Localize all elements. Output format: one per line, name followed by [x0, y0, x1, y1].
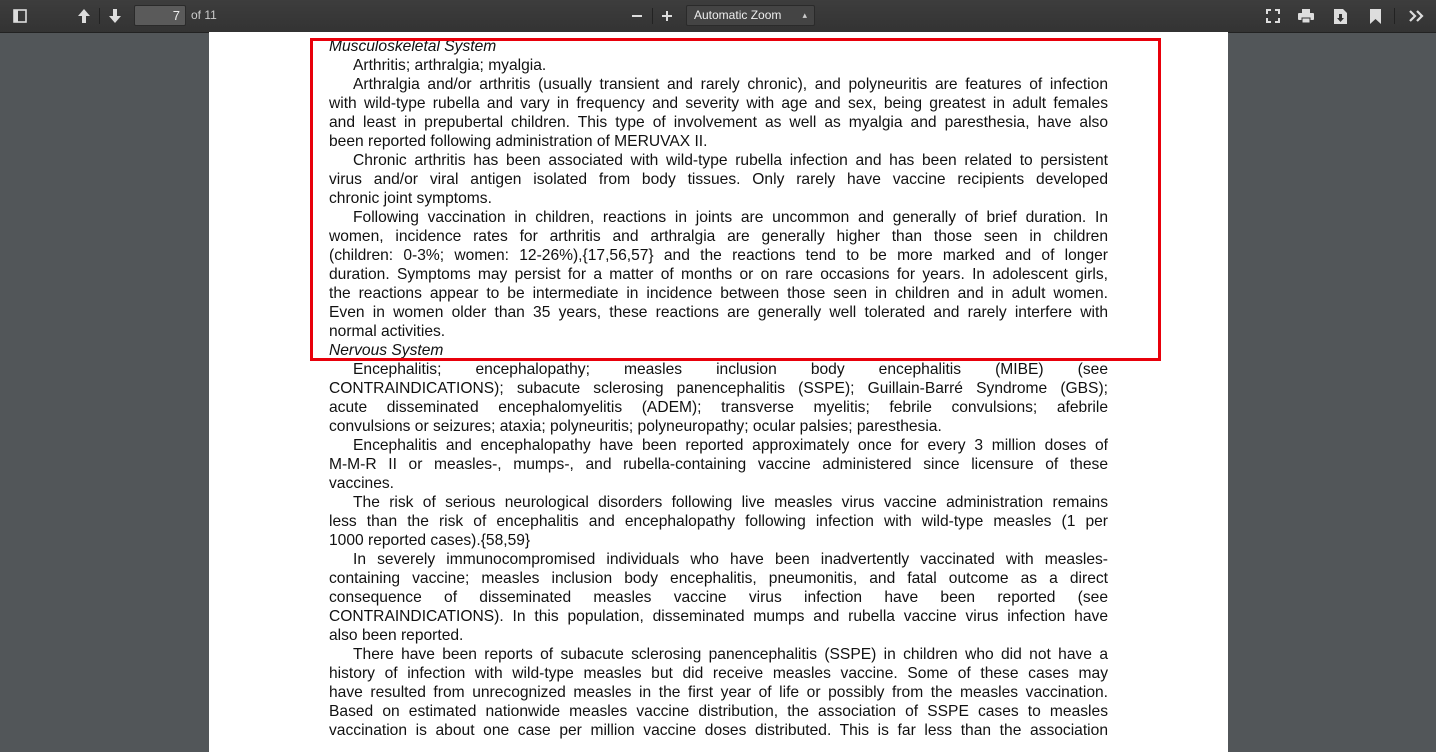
zoom-out-icon — [631, 10, 643, 22]
bookmark-button[interactable] — [1364, 4, 1386, 28]
text-line: Arthritis; arthralgia; myalgia. — [353, 57, 547, 74]
text-line: chronic joint symptoms. — [329, 190, 492, 207]
text-line: with wild-type rubella and vary in frequency and severity with age and sex, being greatest in adult females — [329, 95, 1108, 112]
fullscreen-icon — [1266, 9, 1280, 23]
zoom-in-icon — [661, 10, 673, 22]
text-line: containing vaccine; measles inclusion body encephalitis, pneumonitis, and fatal outcome as a direct — [329, 570, 1108, 587]
text-line: vaccines. — [329, 475, 395, 492]
paragraph — [329, 360, 1108, 436]
print-icon — [1298, 9, 1314, 23]
heading-text: Musculoskeletal System — [329, 38, 497, 55]
next-page-button[interactable] — [104, 4, 126, 28]
bookmark-icon — [1370, 9, 1381, 24]
pdf-toolbar — [0, 0, 1436, 32]
page-number-input[interactable]: 7 — [134, 5, 186, 26]
text-line: and least in prepubertal children. This type of involvement as well as myalgia and paresthesia, have also — [329, 114, 1108, 131]
paragraph — [329, 75, 1108, 151]
section-heading — [329, 341, 1108, 360]
text-line: also been reported. — [329, 627, 464, 644]
paragraph — [329, 151, 1108, 208]
text-line: Chronic arthritis has been associated with wild-type rubella infection and has been related to persistent — [353, 152, 1108, 169]
download-icon — [1334, 9, 1347, 24]
tools-button[interactable] — [1404, 4, 1428, 28]
text-line: the reactions appear to be intermediate in incidence between those seen in children and in adult women. — [329, 285, 1108, 302]
text-line: duration. Symptoms may persist for a matter of months or on rare occasions for years. In adolescent girls, — [329, 266, 1108, 283]
text-line: In severely immunocompromised individuals who have been inadvertently vaccinated with measles- — [353, 551, 1108, 568]
text-line: Encephalitis and encephalopathy have been reported approximately once for every 3 million doses of — [353, 437, 1108, 454]
text-line: 1000 reported cases).{58,59} — [329, 532, 531, 549]
text-line: been reported following administration of MERUVAX II. — [329, 133, 708, 150]
sidebar-toggle-icon — [13, 9, 27, 23]
text-line: CONTRAINDICATIONS). In this population, disseminated mumps and rubella vaccine virus infection have — [329, 608, 1108, 625]
text-line: less than the risk of encephalitis and encephalopathy following infection with wild-type measles (1 per — [329, 513, 1108, 530]
text-line: convulsions or seizures; ataxia; polyneuritis; polyneuropathy; ocular palsies; paresthesia. — [329, 418, 942, 435]
paragraph — [329, 493, 1108, 550]
paragraph — [329, 436, 1108, 493]
text-line: Based on estimated nationwide measles vaccine distribution, the association of SSPE cases to measles — [329, 703, 1108, 720]
arrow-up-icon — [77, 8, 91, 24]
text-line: The risk of serious neurological disorders following live measles virus vaccine administration remains — [353, 494, 1108, 511]
text-line: women, incidence rates for arthritis and arthralgia are generally higher than those seen in children — [329, 228, 1108, 245]
section-heading — [329, 37, 1108, 56]
text-line: have resulted from unrecognized measles in the first year of life or possibly from the measles vaccination. — [329, 684, 1108, 701]
zoom-select[interactable] — [686, 5, 815, 26]
download-button[interactable] — [1329, 4, 1351, 28]
paragraph — [329, 208, 1108, 341]
text-line: Even in women older than 35 years, these reactions are generally well tolerated and rarely interfere with — [329, 304, 1108, 321]
text-line: (children: 0-3%; women: 12-26%),{17,56,57} and the reactions tend to be more marked and of longer — [329, 247, 1108, 264]
text-line: acute disseminated encephalomyelitis (ADEM); transverse myelitis; febrile convulsions; afebrile — [329, 399, 1108, 416]
text-line: There have been reports of subacute sclerosing panencephalitis (SSPE) in children who did not have a — [353, 646, 1108, 663]
paragraph — [329, 56, 1108, 75]
text-line: Arthralgia and/or arthritis (usually transient and rarely chronic), and polyneuritis are features of infection — [353, 76, 1108, 93]
document-text — [329, 37, 1108, 740]
tools-chevron-icon — [1409, 10, 1424, 22]
text-line: vaccination is about one case per million vaccine doses distributed. This is far less than the association — [329, 722, 1108, 739]
print-button[interactable] — [1295, 4, 1317, 28]
text-line: M-M-R II or measles-, mumps-, and rubella-containing vaccine administered since licensure of these — [329, 456, 1108, 473]
text-line: Encephalitis; encephalopathy; measles inclusion body encephalitis (MIBE) (see — [353, 361, 1108, 378]
text-line: Following vaccination in children, reactions in joints are uncommon and generally of brief duration. In — [353, 209, 1108, 226]
zoom-select-value: Automatic Zoom — [694, 8, 782, 22]
text-line: normal activities. — [329, 323, 446, 340]
presentation-mode-button[interactable] — [1262, 4, 1284, 28]
paragraph — [329, 645, 1108, 740]
sidebar-toggle-button[interactable] — [8, 4, 32, 28]
page-count-label: of 11 — [191, 8, 217, 22]
text-line: CONTRAINDICATIONS); subacute sclerosing panencephalitis (SSPE); Guillain-Barré Syndrome (GBS); — [329, 380, 1108, 397]
pdf-page — [209, 32, 1228, 752]
zoom-in-button[interactable] — [657, 4, 677, 28]
text-line: virus and/or viral antigen isolated from body tissues. Only rarely have vaccine recipients developed — [329, 171, 1108, 188]
text-line: history of infection with wild-type measles but did receive measles vaccine. Some of these cases may — [329, 665, 1108, 682]
paragraph — [329, 550, 1108, 645]
select-arrows-icon: ▴ — [802, 10, 807, 20]
arrow-down-icon — [108, 8, 122, 24]
zoom-out-button[interactable] — [627, 4, 647, 28]
previous-page-button[interactable] — [73, 4, 95, 28]
heading-text: Nervous System — [329, 342, 444, 359]
text-line: consequence of disseminated measles vaccine virus infection have been reported (see — [329, 589, 1108, 606]
